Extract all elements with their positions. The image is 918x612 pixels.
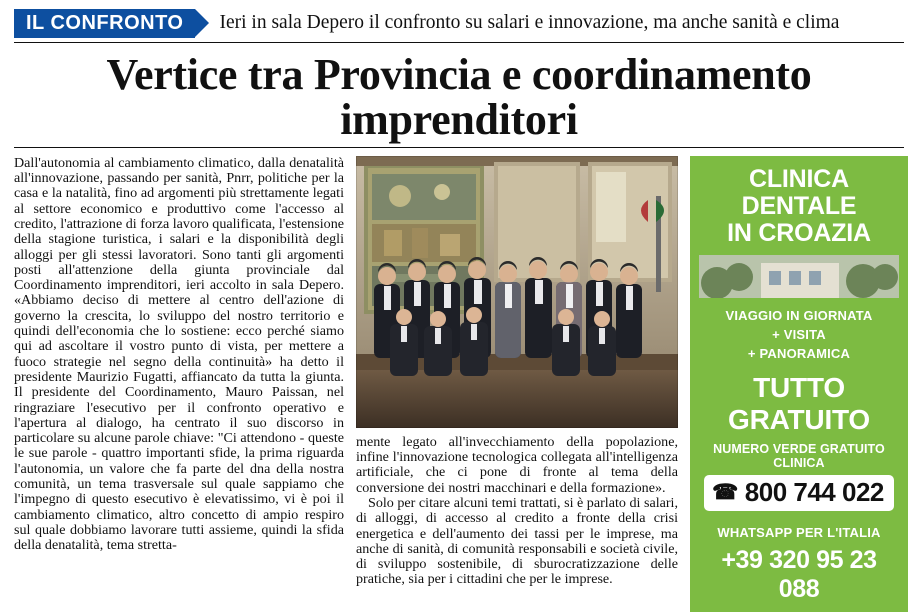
article-body-mid bbox=[356, 435, 678, 611]
kicker-summary: Ieri in sala Depero il confronto su salari e innovazione, ma anche sanità e clima bbox=[219, 12, 840, 33]
advert-title bbox=[698, 166, 900, 247]
advert-whatsapp-label: WHATSAPP PER L'ITALIA bbox=[717, 524, 881, 540]
kicker-row bbox=[14, 6, 904, 40]
advert-line-1: VIAGGIO IN GIORNATA bbox=[725, 308, 873, 324]
advert-green-number-label: NUMERO VERDE GRATUITO CLINICA bbox=[713, 441, 885, 470]
advert-photo bbox=[699, 255, 899, 298]
advert-phone-button[interactable] bbox=[704, 475, 894, 511]
divider-under-kicker bbox=[14, 42, 904, 43]
body-area bbox=[14, 156, 904, 612]
kicker-arrow-icon bbox=[195, 9, 209, 37]
paragraph: Dall'autonomia al cambiamento climatico, dalla denatalità all'innovazione, passando per sanità, Pnrr, politiche per la casa e la natalità, fino ad argomenti più strettamente legati al settore economico e produttivo come l'accesso al credito, l'attrazione di forza lavoro qualificata, l'estensione della stagione turistica, i salari e la disponibilità degli alloggi per gli stessi lavoratori. Sono tanti gli argomenti posti all'attenzione della giunta provinciale dal Coordinamento imprenditori, ieri accolto in sala Depero. «Abbiamo deciso di mettere al centro dell'azione di governo la crescita, lo sviluppo del nostro territorio e quindi dell'economia che lo sostiene: ecco perché siamo qui ad ascoltare il vostro punto di vista, per mettere a fuoco strategie nel segno della continuità» ha detto il presidente Maurizio Fugatti, affiancato da tutta la giunta. Il presidente del Coordinamento, Mauro Paissan, nel ringraziare l'esecutivo per il confronto operativo e l'apertura al dialogo, ha centrato il suo discorso in particolare su alcune parole chiave: "Ci attendono - queste le sue parole - quattro importanti sfide, la prima riguarda l'autonomia, un valore che fa parte del dna della nostra comunità, un tema trasversale sul quale sappiamo che l'impegno di questo esecutivo è elevatissimo, vi è poi il cambiamento climatico, altro concetto di ampio respiro sul quale dobbiamo lavorare tutti assieme, quindi la sfida della denatalità, tema stretta- bbox=[14, 154, 344, 554]
advert-title-line2: IN CROAZIA bbox=[727, 218, 871, 247]
advert-line-3: + PANORAMICA bbox=[747, 345, 851, 361]
advert-column bbox=[690, 156, 908, 612]
divider-under-headline bbox=[14, 147, 904, 148]
advert-title-line1: CLINICA DENTALE bbox=[741, 164, 857, 220]
advert-free-banner: TUTTO GRATUITO bbox=[727, 371, 871, 435]
paragraph: Solo per citare alcuni temi trattati, si è parlato di salari, di alloggi, di accesso al credito a fronte della crisi energetica e dell'aumento dei tassi per le imprese, ma anche di sanità, di comunità responsabili e società civile, di sviluppo sostenibile, di sburocratizzazione delle pratiche, sia per i cittadini che per le imprese. bbox=[356, 494, 678, 588]
advert-mobile-number[interactable]: +39 320 95 23 088 bbox=[721, 545, 877, 603]
clinic-staff-photo-graphic bbox=[699, 255, 899, 298]
group-photo bbox=[356, 156, 678, 428]
paragraph: mente legato all'invecchiamento della popolazione, infine l'innovazione tecnologica collegata all'intelligenza artificiale, che ci pone di fronte al tema della conversione dei nostri macchinari e della formazione». bbox=[356, 434, 678, 496]
advert-clinica-dentale[interactable] bbox=[690, 156, 908, 612]
article-body-left bbox=[14, 156, 344, 554]
article-column-left bbox=[14, 156, 344, 612]
article-column-mid bbox=[356, 156, 678, 612]
advert-line-2: + VISITA bbox=[772, 327, 826, 343]
page-title: Vertice tra Provincia e coordinamento imprenditori bbox=[106, 50, 812, 144]
newspaper-page bbox=[0, 6, 918, 603]
kicker-tag: IL CONFRONTO bbox=[14, 9, 195, 38]
group-photo-graphic bbox=[356, 156, 678, 428]
phone-icon: ☎ bbox=[712, 480, 738, 504]
advert-phone-number: 800 744 022 bbox=[744, 476, 884, 507]
